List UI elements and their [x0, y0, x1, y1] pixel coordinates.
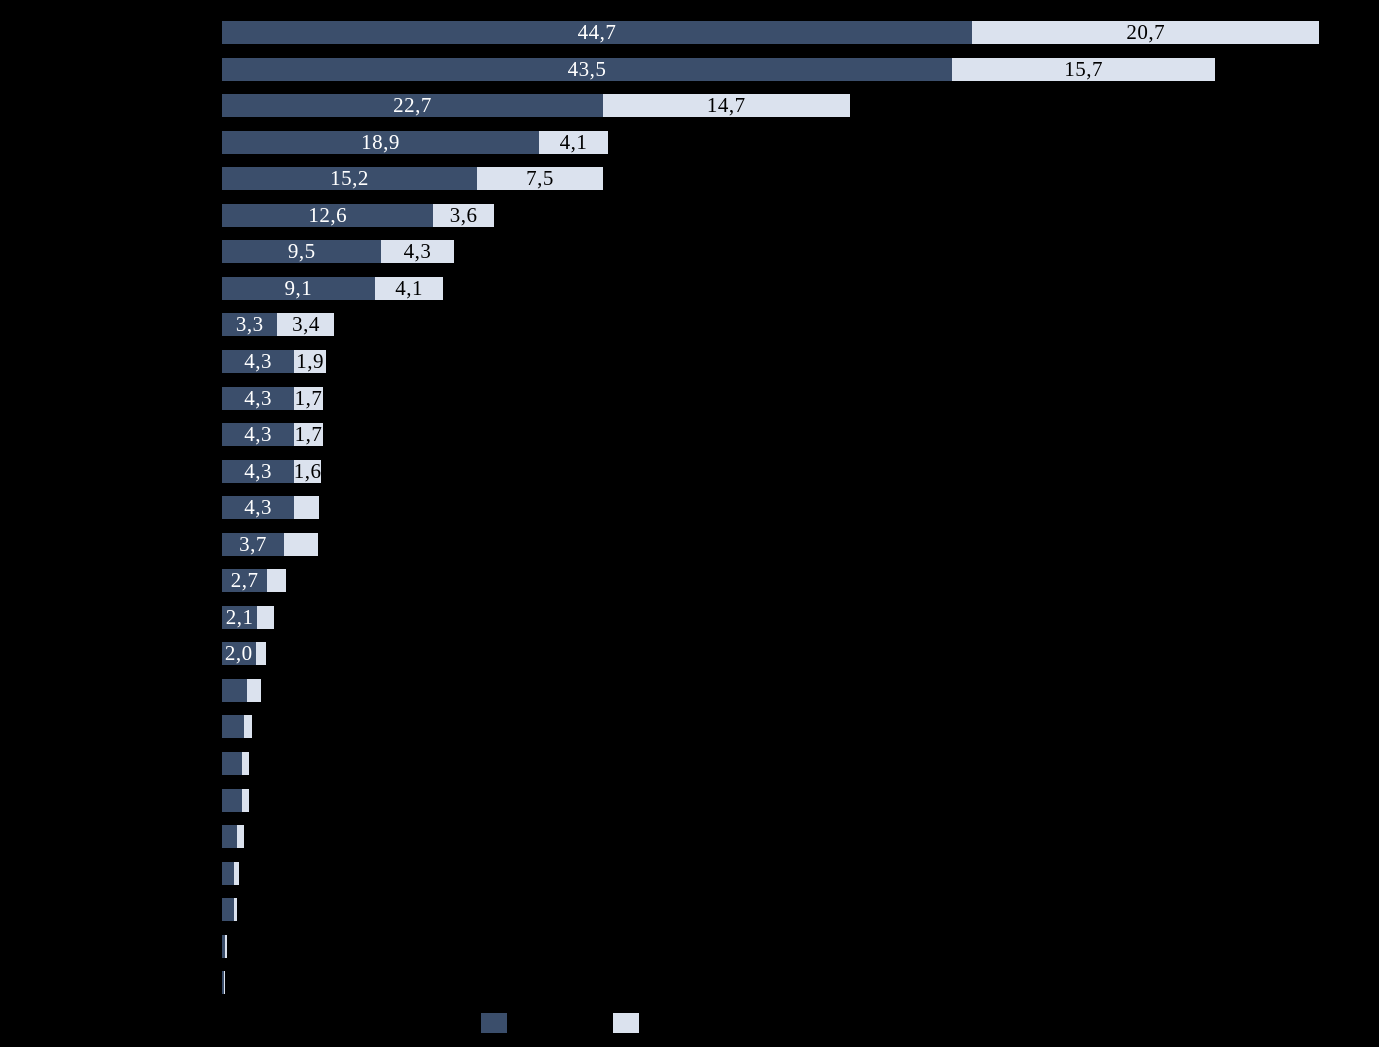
bar-segment-light: [242, 752, 249, 775]
bar-segment-dark: [222, 825, 237, 848]
bar-segment-dark: [222, 131, 539, 154]
bar-segment-light: [477, 167, 603, 190]
bar-segment-light: [294, 423, 323, 446]
bar-row: [222, 862, 239, 885]
bar-segment-dark: [222, 569, 267, 592]
bar-value-label: 15,2: [330, 166, 369, 191]
bar-segment-dark: [222, 313, 277, 336]
bar-value-label: 14,7: [706, 93, 746, 118]
bar-segment-dark: [222, 496, 294, 519]
legend-swatch-light: [613, 1013, 639, 1033]
bar-row: [222, 313, 334, 336]
bar-value-label: 3,6: [449, 202, 478, 227]
bar-segment-light: [234, 862, 239, 885]
bar-value-label: 3,3: [235, 312, 264, 337]
bar-segment-light: [225, 935, 227, 958]
bar-segment-light: [244, 715, 252, 738]
bar-row: [222, 460, 321, 483]
bar-value-label: 2,0: [224, 641, 253, 666]
bar-value-label: 7,5: [526, 166, 554, 191]
bar-segment-light: [294, 460, 321, 483]
bar-value-label: 2,7: [230, 568, 259, 593]
bar-value-label: 15,7: [1064, 56, 1103, 81]
bar-segment-light: [267, 569, 286, 592]
bar-segment-dark: [222, 533, 284, 556]
bar-segment-light: [257, 606, 274, 629]
bar-row: [222, 533, 318, 556]
bar-value-label: 44,7: [577, 20, 617, 44]
bar-segment-light: [256, 642, 266, 665]
bar-row: [222, 496, 319, 519]
bar-value-label: 1,9: [296, 348, 324, 373]
bar-segment-light: [284, 533, 318, 556]
bar-row: [222, 935, 227, 958]
bar-segment-light: [539, 131, 608, 154]
bar-value-label: 4,3: [244, 385, 272, 410]
bar-segment-dark: [222, 204, 433, 227]
bar-segment-dark: [222, 277, 375, 300]
bar-value-label: 22,7: [393, 93, 432, 118]
bar-value-label: 43,5: [567, 56, 607, 81]
bar-segment-light: [381, 240, 453, 263]
bar-row: [222, 350, 326, 373]
bar-segment-dark: [222, 58, 952, 81]
bar-segment-dark: [222, 240, 381, 263]
bar-row: [222, 752, 249, 775]
bar-segment-light: [603, 94, 850, 117]
bar-value-label: 1,6: [293, 458, 322, 483]
bar-row: [222, 94, 850, 117]
bar-value-label: 3,7: [239, 531, 267, 556]
bar-segment-dark: [222, 679, 247, 702]
bar-value-label: 3,4: [292, 312, 320, 337]
bar-value-label: 12,6: [308, 202, 348, 227]
bar-segment-dark: [222, 94, 603, 117]
bar-row: [222, 789, 249, 812]
bar-value-label: 2,1: [225, 604, 254, 629]
bar-segment-light: [294, 387, 323, 410]
bar-value-label: 4,3: [244, 458, 272, 483]
bar-row: [222, 21, 1319, 44]
bar-segment-dark: [222, 862, 234, 885]
bar-segment-light: [952, 58, 1215, 81]
bar-segment-dark: [222, 423, 294, 446]
bar-value-label: 18,9: [361, 129, 400, 154]
bar-segment-dark: [222, 460, 294, 483]
bar-segment-light: [234, 898, 237, 921]
bar-row: [222, 971, 225, 994]
bar-segment-dark: [222, 350, 294, 373]
bar-segment-dark: [222, 167, 477, 190]
bar-value-label: 4,3: [403, 239, 432, 264]
bar-value-label: 9,5: [287, 239, 316, 264]
bar-segment-light: [294, 350, 326, 373]
bar-value-label: 9,1: [284, 275, 313, 300]
bar-segment-light: [242, 789, 249, 812]
bar-row: [222, 387, 323, 410]
bar-segment-light: [294, 496, 319, 519]
bar-segment-dark: [222, 752, 242, 775]
bar-segment-light: [277, 313, 334, 336]
bar-segment-dark: [222, 789, 242, 812]
bar-value-label: 4,1: [559, 129, 588, 154]
bar-segment-dark: [222, 21, 972, 44]
bar-segment-light: [375, 277, 444, 300]
bar-value-label: 4,1: [395, 275, 423, 300]
bar-row: [222, 167, 603, 190]
bar-value-label: 4,3: [244, 348, 272, 373]
bar-value-label: 20,7: [1126, 20, 1166, 44]
bar-row: [222, 679, 261, 702]
bar-row: [222, 131, 608, 154]
bar-row: [222, 277, 443, 300]
bar-value-label: 1,7: [294, 385, 323, 410]
bar-row: [222, 569, 286, 592]
bar-row: [222, 204, 494, 227]
bar-segment-light: [247, 679, 260, 702]
bar-segment-light: [224, 971, 226, 994]
bar-row: [222, 715, 252, 738]
bar-segment-dark: [222, 715, 244, 738]
bar-row: [222, 240, 454, 263]
bar-value-label: 1,7: [294, 422, 323, 446]
bar-value-label: 4,3: [244, 422, 272, 446]
bar-row: [222, 898, 237, 921]
bar-value-label: 4,3: [244, 495, 272, 520]
bar-segment-light: [237, 825, 244, 848]
bar-segment-dark: [222, 606, 257, 629]
legend-swatch-dark: [481, 1013, 507, 1033]
bar-segment-light: [433, 204, 493, 227]
bar-row: [222, 825, 244, 848]
bar-row: [222, 642, 266, 665]
bar-row: [222, 606, 274, 629]
bar-segment-dark: [222, 642, 256, 665]
bar-row: [222, 423, 323, 446]
bar-segment-dark: [222, 898, 234, 921]
legend: [0, 1013, 1379, 1034]
bar-segment-light: [972, 21, 1319, 44]
bar-segment-dark: [222, 387, 294, 410]
bar-row: [222, 58, 1215, 81]
